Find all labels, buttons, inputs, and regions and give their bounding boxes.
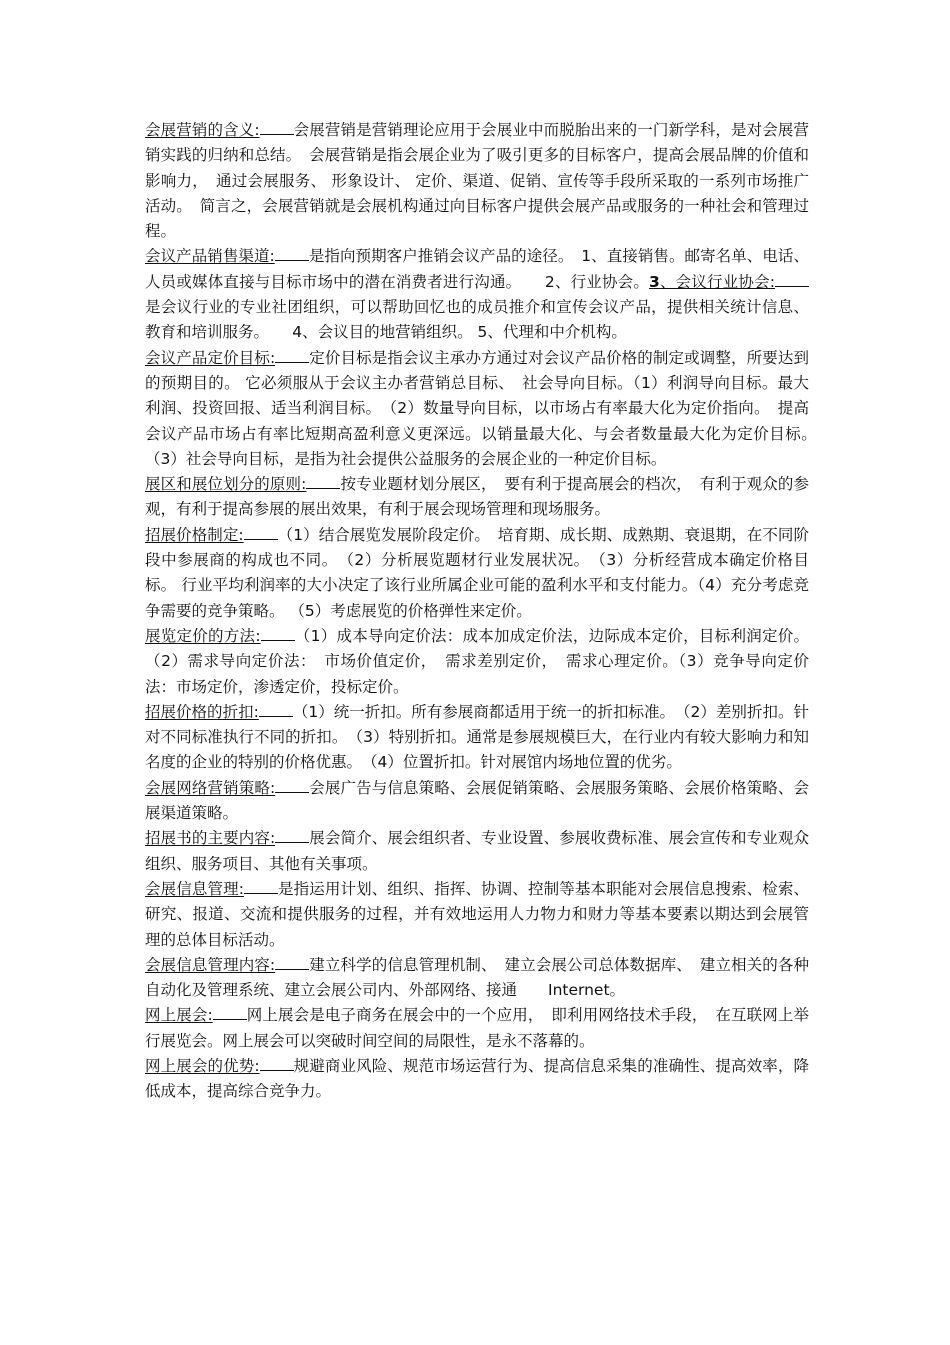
- underline-gap: [275, 828, 309, 843]
- section-body: 会展营销是营销理论应用于会展业中而脱胎出来的一门新学科，是对会展营销实践的归纳和总结。 会展营销是指会展企业为了吸引更多的目标客户，提高会展品牌的价值和影响力， 通过会展服务、 形象设计、 定价、渠道、促销、宣传等手段所采取的一系列市场推广活动。 简言之，会展营销就是会展机构通过向目标客户提供会展产品或服务的一种社会和管理过程。: [145, 121, 809, 241]
- section-term: 招展书的主要内容:: [145, 829, 276, 848]
- section-body: 规避商业风险、规范市场运营行为、提高信息采集的准确性、提高效率，降低成本，提高综合竞争力。: [145, 1056, 809, 1101]
- underline-gap: [275, 246, 309, 261]
- underline-gap: [261, 626, 295, 641]
- section-exhibition-marketing: [145, 118, 809, 244]
- underline-gap: [260, 120, 294, 135]
- section-pricing-goals: [145, 346, 825, 472]
- underline-gap: [259, 702, 293, 717]
- underline-gap: [260, 1056, 294, 1071]
- underline-gap: [275, 778, 309, 793]
- section-pricing-methods: [145, 624, 809, 700]
- section-term: 招展价格制定:: [145, 525, 244, 544]
- section-body-continued: 是会议行业的专业社团组织，可以帮助回忆也的成员推介和宣传会议产品，提供相关统计信息、教育和培训服务。 4、会议目的地营销组织。 5、代理和中介机构。: [145, 298, 809, 342]
- underline-gap: [244, 879, 278, 894]
- section-body: 建立科学的信息管理机制、 建立会展公司总体数据库、 建立相关的各种自动化及管理系统、建立会展公司内、外部网络、接通 Internet。: [145, 955, 809, 1000]
- inline-term-number: 3: [649, 272, 660, 291]
- section-body: 会展广告与信息策略、会展促销策略、会展服务策略、会展价格策略、会展渠道策略。: [145, 778, 809, 823]
- section-term: 会议产品定价目标:: [145, 348, 276, 367]
- section-body: 展会简介、展会组织者、专业设置、参展收费标准、展会宣传和专业观众组织、服务项目、其他有关事项。: [145, 829, 809, 873]
- section-body: （1）统一折扣。所有参展商都适用于统一的折扣标准。 （2）差别折扣。针对不同标准执行不同的折扣。 （3）特别折扣。通常是参展规模巨大，在行业内有较大影响力和知名度的企业的特别的价格优惠。 （4）位置折扣。针对展馆内场地位置的优劣。: [145, 702, 809, 772]
- section-body: 是指向预期客户推销会议产品的途径。 1、直接销售。邮寄名单、电话、人员或媒体直接与目标市场中的潜在消费者进行沟通。 2、行业协会。: [145, 247, 809, 291]
- section-body: 按专业题材划分展区， 要有利于提高展会的档次， 有利于观众的参观，有利于提高参展的展出效果，有利于展会现场管理和现场服务。: [145, 475, 809, 519]
- section-discounts: [145, 700, 809, 776]
- section-term: 网上展会的优势:: [145, 1056, 260, 1075]
- section-price-setting: [145, 523, 809, 624]
- underline-gap: [275, 348, 309, 363]
- document-page: [145, 118, 825, 1105]
- section-term: 展览定价的方法:: [145, 626, 261, 645]
- section-prospectus: [145, 826, 809, 877]
- section-sales-channels: [145, 244, 809, 345]
- section-term: 会议产品销售渠道:: [145, 247, 275, 266]
- section-online-exhibition: [145, 1003, 809, 1054]
- underline-gap: [306, 474, 340, 489]
- section-online-strategy: [145, 776, 809, 827]
- section-term: 展区和展位划分的原则:: [145, 475, 307, 494]
- underline-gap: [244, 525, 278, 540]
- section-body: 网上展会是电子商务在展会中的一个应用， 即利用网络技术手段， 在互联网上举行展览会。网上展会可以突破时间空间的局限性，是永不落幕的。: [145, 1006, 809, 1050]
- section-body: （1）结合展览发展阶段定价。 培育期、成长期、成熟期、衰退期，在不同阶段中参展商的构成也不同。 （2）分析展览题材行业发展状况。 （3）分析经营成本确定价格目标。 行业平均利润率的大小决定了该行业所属企业可能的盈利水平和支付能力。（4）充分考虑竞争需要的竞争策略。 （5）考虑展览的价格弹性来定价。: [145, 525, 809, 620]
- inline-term-label: 、会议行业协会:: [659, 272, 775, 291]
- section-body: 是指运用计划、组织、指挥、协调、控制等基本职能对会展信息搜索、检索、研究、报道、交流和提供服务的过程，并有效地运用人力物力和财力等基本要素以期达到会展管理的总体目标活动。: [145, 879, 809, 949]
- underline-gap: [775, 272, 809, 287]
- section-body: 定价目标是指会议主承办方通过对会议产品价格的制定或调整，所要达到的预期目的。 它必须服从于会议主办者营销总目标、 社会导向目标。（1）利润导向目标。最大利润、投资回报、适当利润目标。 （2）数量导向目标，以市场占有率最大化为定价指向。 提高会议产品市场占有率比短期高盈利意义更深远。以销量最大化、与会者数量最大化为定价目标。 （3）社会导向目标，是指为社会提供公益服务的会展企业的一种定价目标。: [145, 348, 825, 468]
- section-body: （1）成本导向定价法：成本加成定价法，边际成本定价，目标利润定价。（2）需求导向定价法： 市场价值定价， 需求差别定价， 需求心理定价。（3）竞争导向定价法：市场定价，渗透定价，投标定价。: [145, 626, 809, 696]
- section-term: 网上展会:: [145, 1006, 213, 1025]
- section-term: 会展营销的含义:: [145, 121, 260, 139]
- section-zone-principles: [145, 472, 809, 523]
- underline-gap: [213, 1005, 247, 1020]
- inline-term: [649, 273, 809, 291]
- section-term: 会展信息管理内容:: [145, 955, 276, 974]
- section-info-management-content: [145, 953, 809, 1004]
- section-info-management: [145, 877, 809, 953]
- section-term: 会展网络营销策略:: [145, 778, 276, 797]
- section-term: 会展信息管理:: [145, 879, 244, 898]
- section-term: 招展价格的折扣:: [145, 702, 259, 721]
- underline-gap: [275, 955, 309, 970]
- section-online-advantages: [145, 1054, 809, 1105]
